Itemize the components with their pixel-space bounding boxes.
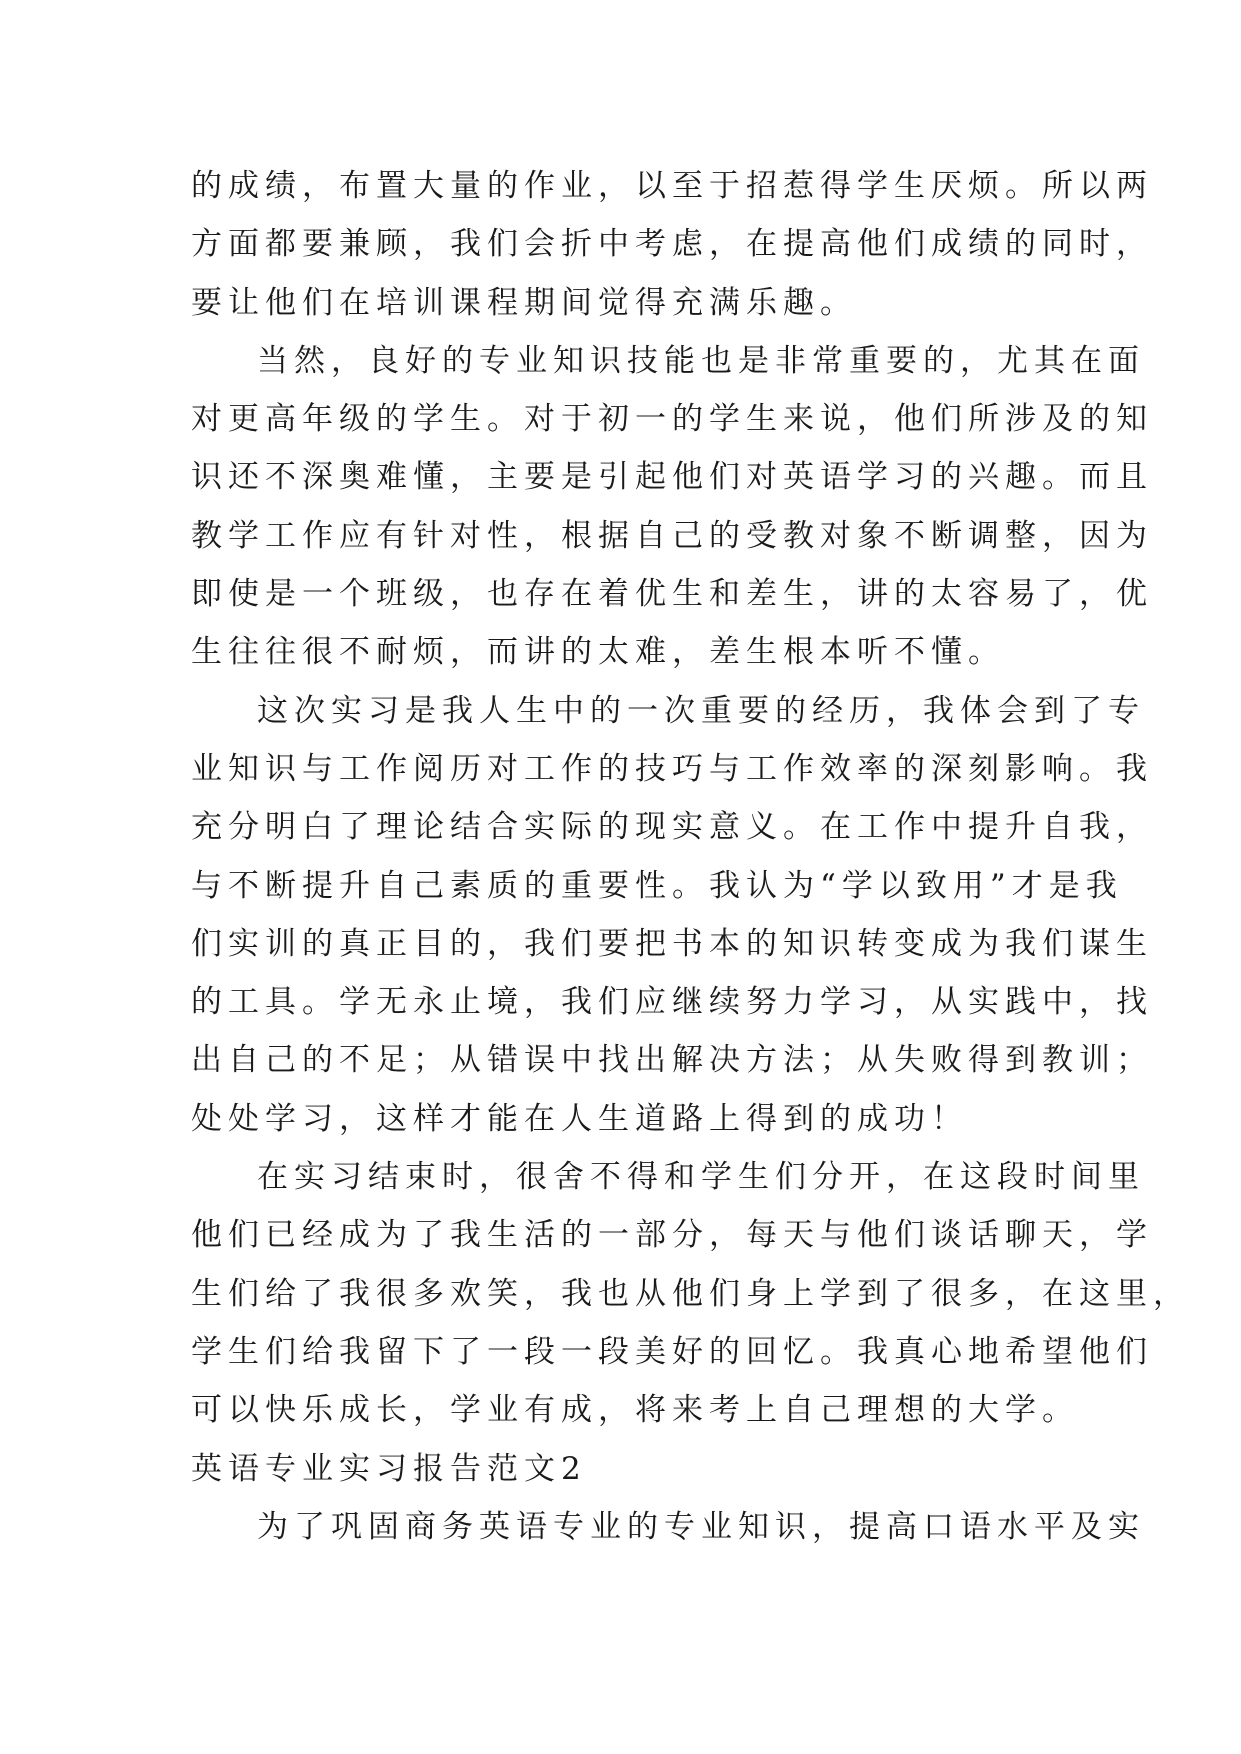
text-line: 的工具。学无永止境，我们应继续努力学习，从实践中，找 — [191, 984, 1153, 1021]
text-line: 业知识与工作阅历对工作的技巧与工作效率的深刻影响。我 — [191, 750, 1153, 787]
heading-text: 英语专业实习报告范文2 — [191, 1450, 587, 1487]
text-line: 学生们给我留下了一段一段美好的回忆。我真心地希望他们 — [191, 1333, 1153, 1370]
text-line: 对更高年级的学生。对于初一的学生来说，他们所涉及的知 — [191, 401, 1153, 438]
text-line: 生们给了我很多欢笑，我也从他们身上学到了很多，在这里， — [191, 1275, 1190, 1312]
text-line: 与不断提升自己素质的重要性。我认为“学以致用”才是我 — [191, 867, 1123, 904]
text-line: 这次实习是我人生中的一次重要的经历，我体会到了专 — [257, 692, 1145, 729]
text-line: 为了巩固商务英语专业的专业知识，提高口语水平及实 — [257, 1508, 1145, 1545]
paragraph — [191, 682, 1153, 1148]
text-line: 在实习结束时，很舍不得和学生们分开，在这段时间里 — [257, 1159, 1145, 1196]
text-line: 们实训的真正目的，我们要把书本的知识转变成为我们谋生 — [191, 925, 1153, 962]
paragraph — [191, 157, 1153, 332]
document-body — [191, 157, 1190, 1556]
text-line: 当然，良好的专业知识技能也是非常重要的，尤其在面 — [257, 342, 1145, 379]
text-line: 充分明白了理论结合实际的现实意义。在工作中提升自我， — [191, 809, 1153, 846]
text-line: 要让他们在培训课程期间觉得充满乐趣。 — [191, 284, 857, 321]
text-line: 他们已经成为了我生活的一部分，每天与他们谈话聊天，学 — [191, 1217, 1153, 1254]
paragraph — [191, 1498, 1145, 1556]
paragraph — [191, 1148, 1190, 1439]
text-line: 的成绩，布置大量的作业，以至于招惹得学生厌烦。所以两 — [191, 168, 1153, 204]
text-line: 可以快乐成长，学业有成，将来考上自己理想的大学。 — [191, 1392, 1079, 1429]
text-line: 识还不深奥难懂，主要是引起他们对英语学习的兴趣。而且 — [191, 459, 1153, 496]
text-line: 教学工作应有针对性，根据自己的受教对象不断调整，因为 — [191, 517, 1153, 554]
text-line: 方面都要兼顾，我们会折中考虑，在提高他们成绩的同时， — [191, 226, 1153, 263]
section-heading — [191, 1440, 1051, 1498]
text-line: 处处学习，这样才能在人生道路上得到的成功！ — [191, 1100, 968, 1137]
paragraph — [191, 332, 1153, 682]
text-line: 生往往很不耐烦，而讲的太难，差生根本听不懂。 — [191, 634, 1005, 671]
text-line: 出自己的不足；从错误中找出解决方法；从失败得到教训； — [191, 1042, 1153, 1079]
text-line: 即使是一个班级，也存在着优生和差生，讲的太容易了，优 — [191, 576, 1153, 613]
